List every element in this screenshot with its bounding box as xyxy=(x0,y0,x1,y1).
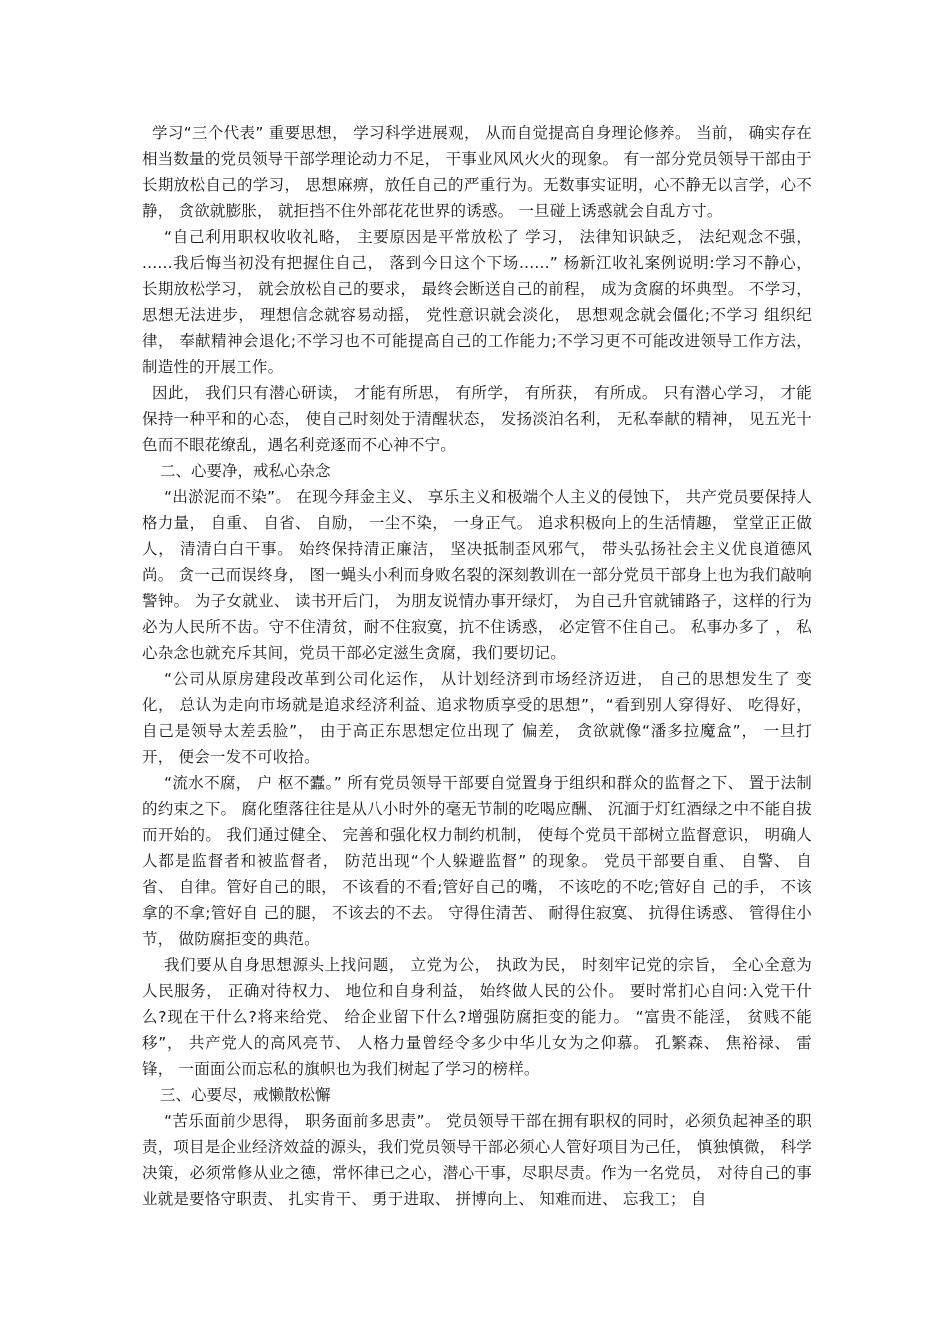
paragraph-lotus: “出淤泥而不染”。 在现今拜金主义、 享乐主义和极端个人主义的侵蚀下， 共产党员要保持人格力量， 自重、 自省、 自励， 一尘不染， 一身正气。 追求积极向上的生活情趣， 堂堂正正做人， 清清白白干事。 始终保持清正廉洁， 坚决抵制歪风邪气， 带头弘扬社会主义优良道德风尚。 贪一己而误终身， 图一蝇头小利而身败名裂的深刻教训在一部分党员干部身上也为我们敲响警钟。 为子女就业、 读书开后门， 为朋友说情办事开绿灯， 为自己升官就铺路子，这样的行为必为人民所不齿。守不住清贫，耐不住寂寞，抗不住诱惑， 必定管不住自己。 私事办多了 ， 私心杂念也就充斥其间，党员干部必定滋生贪腐，我们要切记。 xyxy=(142,488,812,662)
paragraph-self-reflection: 我们要从自身思想源头上找问题， 立党为公， 执政为民， 时刻牢记党的宗旨， 全心全意为人民服务， 正确对待权力、 地位和自身利益， 始终做人民的公仆。 要时常扪心自问:入党干什么?现在干什么?将来给党、 给企业留下什么?增强防腐拒变的能力。 “富贵不能淫， 贫贱不能移”， 共产党人的高风亮节、 人格力量曾经令多少中华儿女为之仰慕。 孔繁森、 焦裕禄、 雷锋， 一面面公而忘私的旗帜也为我们树起了学习的榜样。 xyxy=(142,956,812,1078)
paragraph-case-gao: “公司从原房建段改革到公司化运作， 从计划经济到市场经济迈进， 自己的思想发生了 变化， 总认为走向市场就是追求经济利益、追求物质享受的思想”，“看到别人穿得好、 吃得好， 自己是领导太差丢脸”， 由于高正东思想定位出现了 偏差， 贪欲就像“潘多拉魔盒”， 一旦打开， 便会一发不可收拾。 xyxy=(142,670,812,766)
paragraph-case-yang: “自己利用职权收收礼略， 主要原因是平常放松了 学习， 法律知识缺乏， 法纪观念不强， ......我后悔当初没有把握住自己， 落到今日这个下场......” 杨新江收礼案例说明:学习不静心， 长期放松学习， 就会放松自己的要求， 最终会断送自己的前程， 成为贪腐的坏典型。 不学习， 思想无法进步， 理想信念就容易动摇， 党性意识就会淡化， 思想观念就会僵化;不学习 组织纪律， 奉献精神会退化;不学习也不可能提高自己的工作能力;不学习更不可能改进领导工作方法，制造性的开展工作。 xyxy=(142,228,812,376)
document-body xyxy=(142,120,812,1212)
section-heading-3: 三、心要尽，戒懒散松懈 xyxy=(160,1086,331,1104)
paragraph-therefore: 因此， 我们只有潜心研读， 才能有所思， 有所学， 有所获， 有所成。 只有潜心学习， 才能保持一种平和的心态， 使自己时刻处于清醒状态， 发扬淡泊名利， 无私奉献的精神， 见五光十色而不眼花缭乱，遇名利竞逐而不心神不宁。 xyxy=(142,384,812,454)
paragraph-running-water: “流水不腐， 户 枢不蠹。” 所有党员领导干部要自觉置身于组织和群众的监督之下、 置于法制的约束之下。 腐化堕落往往是从八小时外的毫无节制的吃喝应酬、 沉湎于灯红酒绿之中不能自拔而开始的。 我们通过健全、 完善和强化权力制约机制， 使每个党员干部树立监督意识， 明确人人都是监督者和被监督者， 防范出现“个人躲避监督” 的现象。 党员干部要自重、 自警、 自省、 自律。管好自己的眼， 不该看的不看;管好自己的嘴， 不该吃的不吃;管好自 己的手， 不该拿的不拿;管好自 己的腿， 不该去的不去。 守得住清苦、 耐得住寂寞、 抗得住诱惑、 管得住小节， 做防腐拒变的典范。 xyxy=(142,774,812,948)
section-heading-2: 二、心要净，戒私心杂念 xyxy=(160,462,331,480)
paragraph-duty: “苦乐面前少思得， 职务面前多思责”。 党员领导干部在拥有职权的同时，必须负起神圣的职责，项目是企业经济效益的源头，我们党员领导干部必须心人管好项目为己任， 慎独慎微， 科学决策，必须常修从业之德，常怀律已之心，潜心干事，尽职尽责。作为一名党员， 对待自己的事业就是要恪守职责、 扎实肯干、 勇于进取、 拼博向上、 知难而进、 忘我工； 自 xyxy=(142,1112,812,1208)
paragraph-study-theory: 学习“三个代表” 重要思想， 学习科学进展观， 从而自觉提高自身理论修养。 当前， 确实存在相当数量的党员领导干部学理论动力不足， 干事业风风火火的现象。 有一部分党员领导干部由于长期放松自己的学习， 思想麻痹，放任自己的严重行为。无数事实证明，心不静无以言学，心不静， 贪欲就膨胀， 就拒挡不住外部花花世界的诱惑。 一旦碰上诱惑就会自乱方寸。 xyxy=(142,124,812,220)
